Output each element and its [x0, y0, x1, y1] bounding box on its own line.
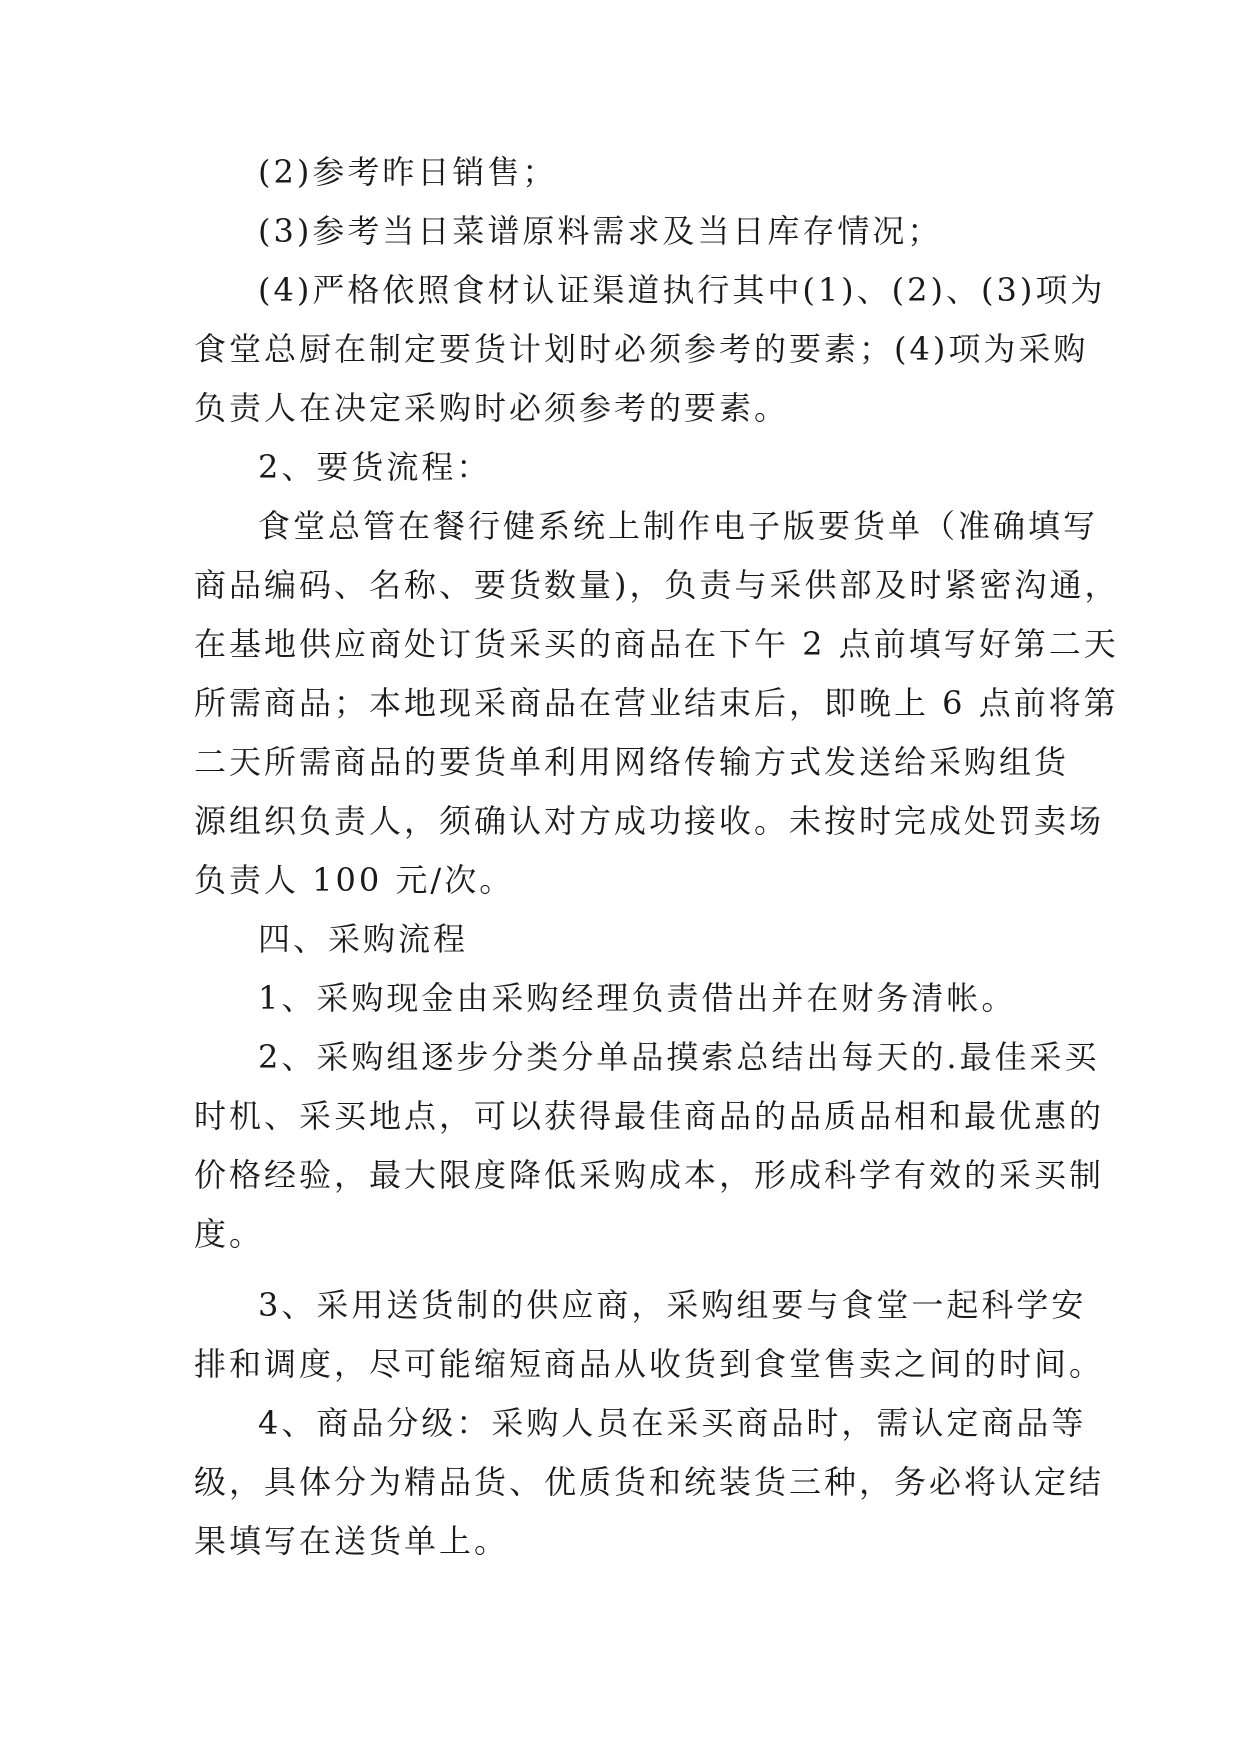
text-line: 排和调度，尽可能缩短商品从收货到食堂售卖之间的时间。 [194, 1345, 1105, 1383]
text-line: 在基地供应商处订货采买的商品在下午 2 点前填写好第二天 [194, 625, 1119, 663]
text-line: 负责人在决定采购时必须参考的要素。 [194, 389, 790, 427]
text-line: (3)参考当日菜谱原料需求及当日库存情况； [258, 212, 943, 250]
text-line: 食堂总管在餐行健系统上制作电子版要货单（准确填写 [258, 507, 1099, 545]
text-line: 负责人 100 元/次。 [194, 861, 515, 899]
text-line: 度。 [194, 1215, 265, 1253]
text-line: (4)严格依照食材认证渠道执行其中(1)、(2)、(3)项为 [258, 271, 1106, 309]
text-line: 价格经验，最大限度降低采购成本，形成科学有效的采买制 [194, 1156, 1105, 1194]
text-line: 源组织负责人，须确认对方成功接收。未按时完成处罚卖场 [194, 802, 1105, 840]
text-line: 商品编码、名称、要货数量)，负责与采供部及时紧密沟通， [194, 566, 1120, 604]
text-line: (2)参考昨日销售； [258, 153, 558, 191]
text-line: 3、采用送货制的供应商，采购组要与食堂一起科学安 [258, 1286, 1087, 1324]
text-line: 4、商品分级：采购人员在采买商品时，需认定商品等 [258, 1404, 1087, 1442]
text-line: 2、采购组逐步分类分单品摸索总结出每天的.最佳采买 [258, 1038, 1100, 1076]
text-line: 所需商品；本地现采商品在营业结束后，即晚上 6 点前将第 [194, 684, 1119, 722]
text-line: 级，具体分为精品货、优质货和统装货三种，务必将认定结 [194, 1463, 1105, 1501]
text-line: 果填写在送货单上。 [194, 1522, 510, 1560]
text-line: 1、采购现金由采购经理负责借出并在财务清帐。 [258, 979, 1017, 1017]
text-line: 时机、采买地点，可以获得最佳商品的品质品相和最优惠的 [194, 1097, 1105, 1135]
text-line: 食堂总厨在制定要货计划时必须参考的要素；(4)项为采购 [194, 330, 1089, 368]
text-line: 2、要货流程： [258, 448, 492, 486]
text-line: 二天所需商品的要货单利用网络传输方式发送给采购组货 [194, 743, 1070, 781]
section-heading: 四、采购流程 [258, 920, 469, 958]
